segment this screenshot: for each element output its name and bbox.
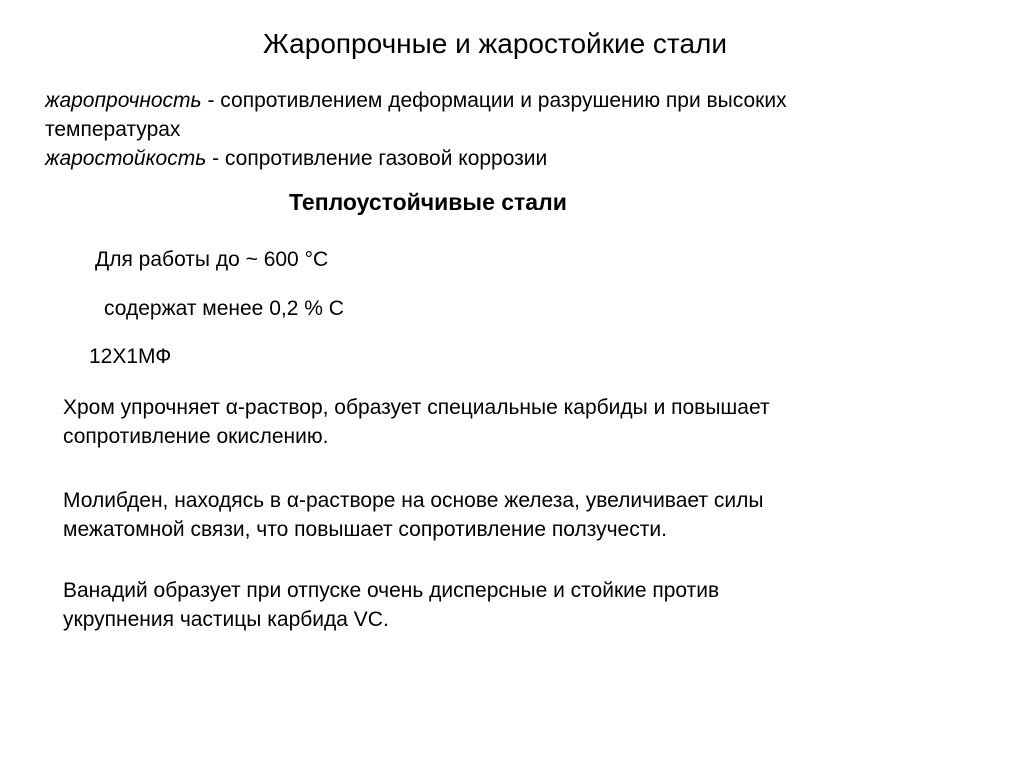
definition-heat-resistance xyxy=(45,144,787,173)
paragraph-chromium xyxy=(63,393,770,451)
paragraph-vanadium xyxy=(63,576,719,634)
section-subtitle: Теплоустойчивые стали xyxy=(289,189,567,215)
definition-heat-strength xyxy=(45,86,787,115)
fact-temperature: Для работы до ~ 600 °С xyxy=(95,248,329,271)
paragraph-line: межатомной связи, что повышает сопротивление ползучести. xyxy=(63,518,667,541)
definition-heat-strength-text: сопротивлением деформации и разрушению при высоких xyxy=(220,89,787,112)
fact-carbon-content: содержат менее 0,2 % С xyxy=(104,297,344,320)
paragraph-molybdenum xyxy=(63,486,763,544)
page-title: Жаропрочные и жаростойкие стали xyxy=(263,28,727,59)
definition-separator: - xyxy=(206,147,225,170)
term-heat-strength: жаропрочность xyxy=(45,89,202,112)
fact-steel-grade: 12Х1МФ xyxy=(89,345,172,368)
paragraph-line: Ванадий образует при отпуске очень дисперсные и стойкие против xyxy=(63,579,720,602)
definition-heat-resistance-text: сопротивление газовой коррозии xyxy=(224,147,548,170)
definitions-block xyxy=(45,86,787,173)
term-heat-resistance: жаростойкость xyxy=(45,147,207,170)
definition-separator: - xyxy=(201,89,221,112)
paragraph-line: укрупнения частицы карбида VC. xyxy=(63,608,389,631)
paragraph-line: сопротивление окислению. xyxy=(63,425,329,448)
definition-heat-strength-continuation: температурах xyxy=(45,118,181,141)
paragraph-line: Хром упрочняет α-раствор, образует специальные карбиды и повышает xyxy=(63,396,770,419)
paragraph-line: Молибден, находясь в α-растворе на основе железа, увеличивает силы xyxy=(63,489,764,512)
